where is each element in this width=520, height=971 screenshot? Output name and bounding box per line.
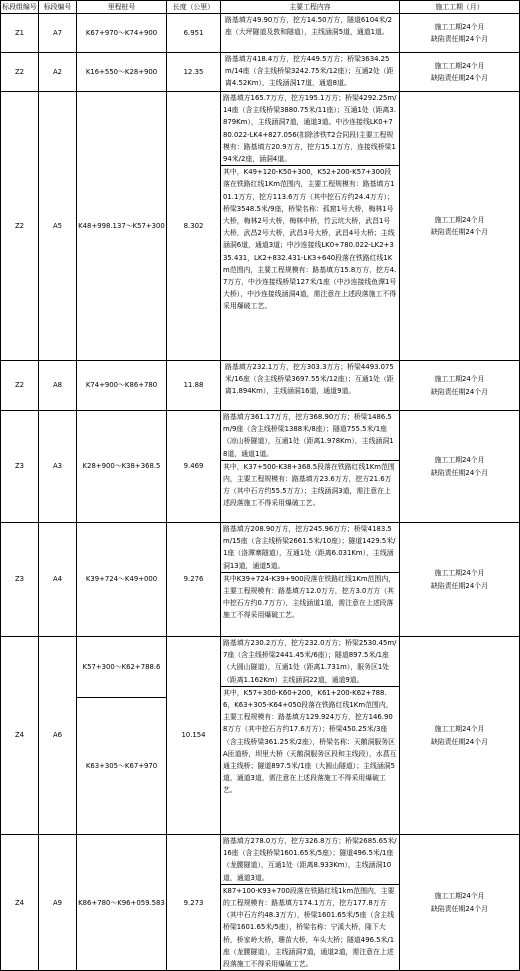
group-cell: Z4 xyxy=(1,835,39,971)
construction-period: 施工工期24个月 xyxy=(434,215,485,224)
content-text: 路基填方49.90万方，挖方14.50万方，隧道6104米/2座（大坪隧道及敦和隧道），主线涵洞5道，通道1道。 xyxy=(225,16,393,37)
content-cell xyxy=(221,637,400,835)
header-section: 标段编号 xyxy=(39,1,77,14)
chainage-part: K57+300～K62+788.6 xyxy=(77,638,166,698)
group-cell: Z2 xyxy=(1,361,39,411)
chainage-cell: K16+550～K28+900 xyxy=(77,53,167,92)
content-cell xyxy=(221,53,400,92)
construction-period: 施工工期24个月 xyxy=(434,725,485,734)
section-cell: A9 xyxy=(39,835,77,971)
content-text: 路基填方230.2万方，挖方232.0万方；桥梁2530.45m/7座（含主线桥梁2441.45米/6座）；隧道897.5米/1座（大圆山隧道），互通1处（距离1.731m），服务区1处（距离1.162Km）主线涵洞22道，通道9道。 xyxy=(221,637,399,687)
section-cell: A5 xyxy=(39,92,77,361)
defect-liability-period: 缺陷责任期24个月 xyxy=(430,387,488,396)
defect-liability-period: 缺陷责任期24个月 xyxy=(430,737,488,746)
content-text: 路基填方278.0万方，挖方326.8万方；桥梁2685.65米/16座（含主线桥梁1601.65米/5座）；隧道496.5米/1座（龙腰隧道），互通1处（距离8.933Km），主线涵洞10道，通道3道。 xyxy=(221,835,399,885)
section-cell: A2 xyxy=(39,53,77,92)
length-cell: 11.88 xyxy=(167,361,221,411)
content-cell xyxy=(221,411,400,523)
chainage-part: K63+305～K67+970 xyxy=(85,761,158,770)
section-cell: A7 xyxy=(39,14,77,53)
header-chainage: 里程桩号 xyxy=(77,1,167,14)
chainage-cell: K67+970～K74+900 xyxy=(77,14,167,53)
table-row xyxy=(1,835,520,971)
period-cell xyxy=(400,53,520,92)
chainage-cell: K39+724～K49+000 xyxy=(77,523,167,637)
construction-period: 施工工期24个月 xyxy=(434,569,485,578)
construction-period: 施工工期24个月 xyxy=(434,456,485,465)
content-rail-zone-text: 其中，K37+500-K38+368.5段落在铁路红线1Km范围内，主要工程规模有：路基填方23.6万方，挖方21.6万方（其中石方约55.5万方）；主线涵洞3道，需注意在上述段落施工不得采用爆破工艺。 xyxy=(223,462,395,508)
section-cell: A4 xyxy=(39,523,77,637)
group-cell: Z3 xyxy=(1,411,39,523)
defect-liability-period: 缺陷责任期24个月 xyxy=(430,74,488,82)
table-row xyxy=(1,92,520,361)
length-cell: 12.35 xyxy=(167,53,221,92)
defect-liability-period: 缺陷责任期24个月 xyxy=(430,581,488,590)
construction-period: 施工工期24个月 xyxy=(434,22,485,31)
content-rail-zone-text: 其中，K57+300-K60+200，K61+200-K62+788.6，K63+305-K64+050段落在铁路红线1Km范围内，主要工程规模有：路基填方129.924万方，挖方146.908万方（其中挖石方约17.6万方）；桥梁450.25米/3座（含主线桥梁361.25米/2座），桥梁名称：天鹅洞服务区A匝道桥，坝里大桥（天鹅洞服务区段和主线段），水菖互通主线桥；隧道897.5米/1座（大圆山隧道）；主线涵洞5道，通道3道，需注意在上述段落施工不得采用爆破工艺。 xyxy=(223,688,397,795)
period-cell xyxy=(400,361,520,411)
chainage-cell: K48+998.137～K57+300 xyxy=(77,92,167,361)
construction-period: 施工工期24个月 xyxy=(434,375,485,384)
length-cell: 6.951 xyxy=(167,14,221,53)
chainage-cell xyxy=(77,637,167,835)
header-period: 施工工期（月） xyxy=(400,1,520,14)
table-row xyxy=(1,53,520,92)
content-rail-zone-text: 其中K39+724-K39+900段落在铁路红线1Km范围内，主要工程规模有：路基填方12.0万方，挖方3.0万方（其中挖石方约0.7万方），主线涵道1道，需注意在上述段落施工不得采用爆破工艺。 xyxy=(223,574,396,620)
table-row xyxy=(1,361,520,411)
content-text: 路基填方165.7万方，挖方195.1万方；桥梁4292.25m/14座（含主线桥梁3880.75米/11座）；互通1处（距离3.879Km），主线涵洞7道，通道3道。中沙连接线LK0+780.022-LK4+827.056(扣除涉铁T2合同段)主要工程规模有：路基填方20.9万方，挖方15.1万方，连接线桥梁194米/2座，涵洞4道。 xyxy=(221,92,399,166)
construction-period: 施工工期24个月 xyxy=(434,892,485,901)
group-cell: Z2 xyxy=(1,92,39,361)
section-cell: A3 xyxy=(39,411,77,523)
period-cell xyxy=(400,92,520,361)
content-text: 路基填方361.17万方，挖方368.90万方；桥梁1486.5m/9座（含主线桥梁1388米/8座）；隧道755.5米/1座（凉山桥隧道），互通1处（距离1.978Km），主线涵洞18道，通道1道。 xyxy=(221,411,399,461)
content-rail-zone-text: 其中，K49+120-K50+300，K52+200-K57+300段落在铁路红线1Km范围内，主要工程规模有：路基填方101.1万方，挖方113.6万方（其中挖石方约24.4万方）；桥梁3548.5米/9座，桥梁名称：孤窟1号大桥，梅林1号大桥，梅林2号大桥，梅林中桥，竹云坑大桥，武昌1号大桥，武昌2号大桥，武昌3号大桥，武昌4号大桥；主线涵洞6道，通道3道；中沙连接线LK0+780.022-LK2+335.431，LK2+832.431-LK3+640段落在铁路红线1Km范围内，主要工程规模有：路基填方15.8万方，挖方4.7万方，中沙连接线桥梁127米/1座（中沙连接线鱼潭1号大桥），中沙连接线涵洞4道，需注意在上述段落施工不得采用爆破工艺。 xyxy=(223,168,397,311)
section-cell: A8 xyxy=(39,361,77,411)
group-cell: Z1 xyxy=(1,14,39,53)
header-content: 主要工程内容 xyxy=(221,1,400,14)
defect-liability-period: 缺陷责任期24个月 xyxy=(430,904,488,913)
length-cell: 10.154 xyxy=(167,637,221,835)
content-text: 路基填方418.4万方，挖方449.5万方；桥梁3634.25m/14座（含主线桥梁3242.75米/12座）；互通2处（距离4.52Km），主线涵洞17道，通道8道。 xyxy=(225,55,394,88)
header-length: 长度（公里） xyxy=(167,1,221,14)
period-cell xyxy=(400,523,520,637)
content-rail-zone-text: K87+100-K93+700段落在铁路红线1km范围内，主要的工程规模有：路基填方174.1万方，挖方177.8万方（其中石方约48.3万方），桥梁1601.65米/5座（含主线桥梁1601.65米/5座），桥梁名称：宁溪大桥，隆下大桥，桥家岭大桥，珊苗大桥，车头大桥；隧道496.5米/1座（龙腰隧道），主线涵洞7道，通道2道，需注意在上述段落施工不得采用爆破工艺。 xyxy=(223,886,395,969)
section-cell: A6 xyxy=(39,637,77,835)
content-cell xyxy=(221,523,400,637)
length-cell: 8.302 xyxy=(167,92,221,361)
defect-liability-period: 缺陷责任期24个月 xyxy=(430,468,488,477)
length-cell: 9.469 xyxy=(167,411,221,523)
length-cell: 9.273 xyxy=(167,835,221,971)
group-cell: Z2 xyxy=(1,53,39,92)
content-cell xyxy=(221,92,400,361)
chainage-cell: K74+900～K86+780 xyxy=(77,361,167,411)
period-cell xyxy=(400,411,520,523)
group-cell: Z3 xyxy=(1,523,39,637)
period-cell xyxy=(400,14,520,53)
table-row xyxy=(1,637,520,835)
content-cell xyxy=(221,835,400,971)
chainage-cell: K28+900～K38+368.5 xyxy=(77,411,167,523)
table-row xyxy=(1,411,520,523)
content-text: 路基填方232.1万方，挖方303.3万方；桥梁4493.075米/16座（含主线桥梁3697.55米/12座）；互通1处（距离1.894Km），主线涵洞16道，通道9道。 xyxy=(225,363,394,396)
length-cell: 9.276 xyxy=(167,523,221,637)
content-cell xyxy=(221,14,400,53)
header-group: 标段组编号 xyxy=(1,1,39,14)
defect-liability-period: 缺陷责任期24个月 xyxy=(430,228,488,236)
header-row xyxy=(1,1,520,14)
chainage-cell: K86+780～K96+059.583 xyxy=(77,835,167,971)
content-cell xyxy=(221,361,400,411)
table-row xyxy=(1,523,520,637)
period-cell xyxy=(400,637,520,835)
defect-liability-period: 缺陷责任期24个月 xyxy=(430,35,488,43)
period-cell xyxy=(400,835,520,971)
construction-period: 施工工期24个月 xyxy=(434,61,485,70)
table-row xyxy=(1,14,520,53)
content-text: 路基填方208.90万方，挖方245.96万方；桥梁4183.5m/15座（含主线桥梁2661.5米/10座）；隧道1429.5米/1座（洛潭寨隧道），互通1处（距离6.031Km），主线涵洞13道，通道5道。 xyxy=(221,523,399,573)
group-cell: Z4 xyxy=(1,637,39,835)
